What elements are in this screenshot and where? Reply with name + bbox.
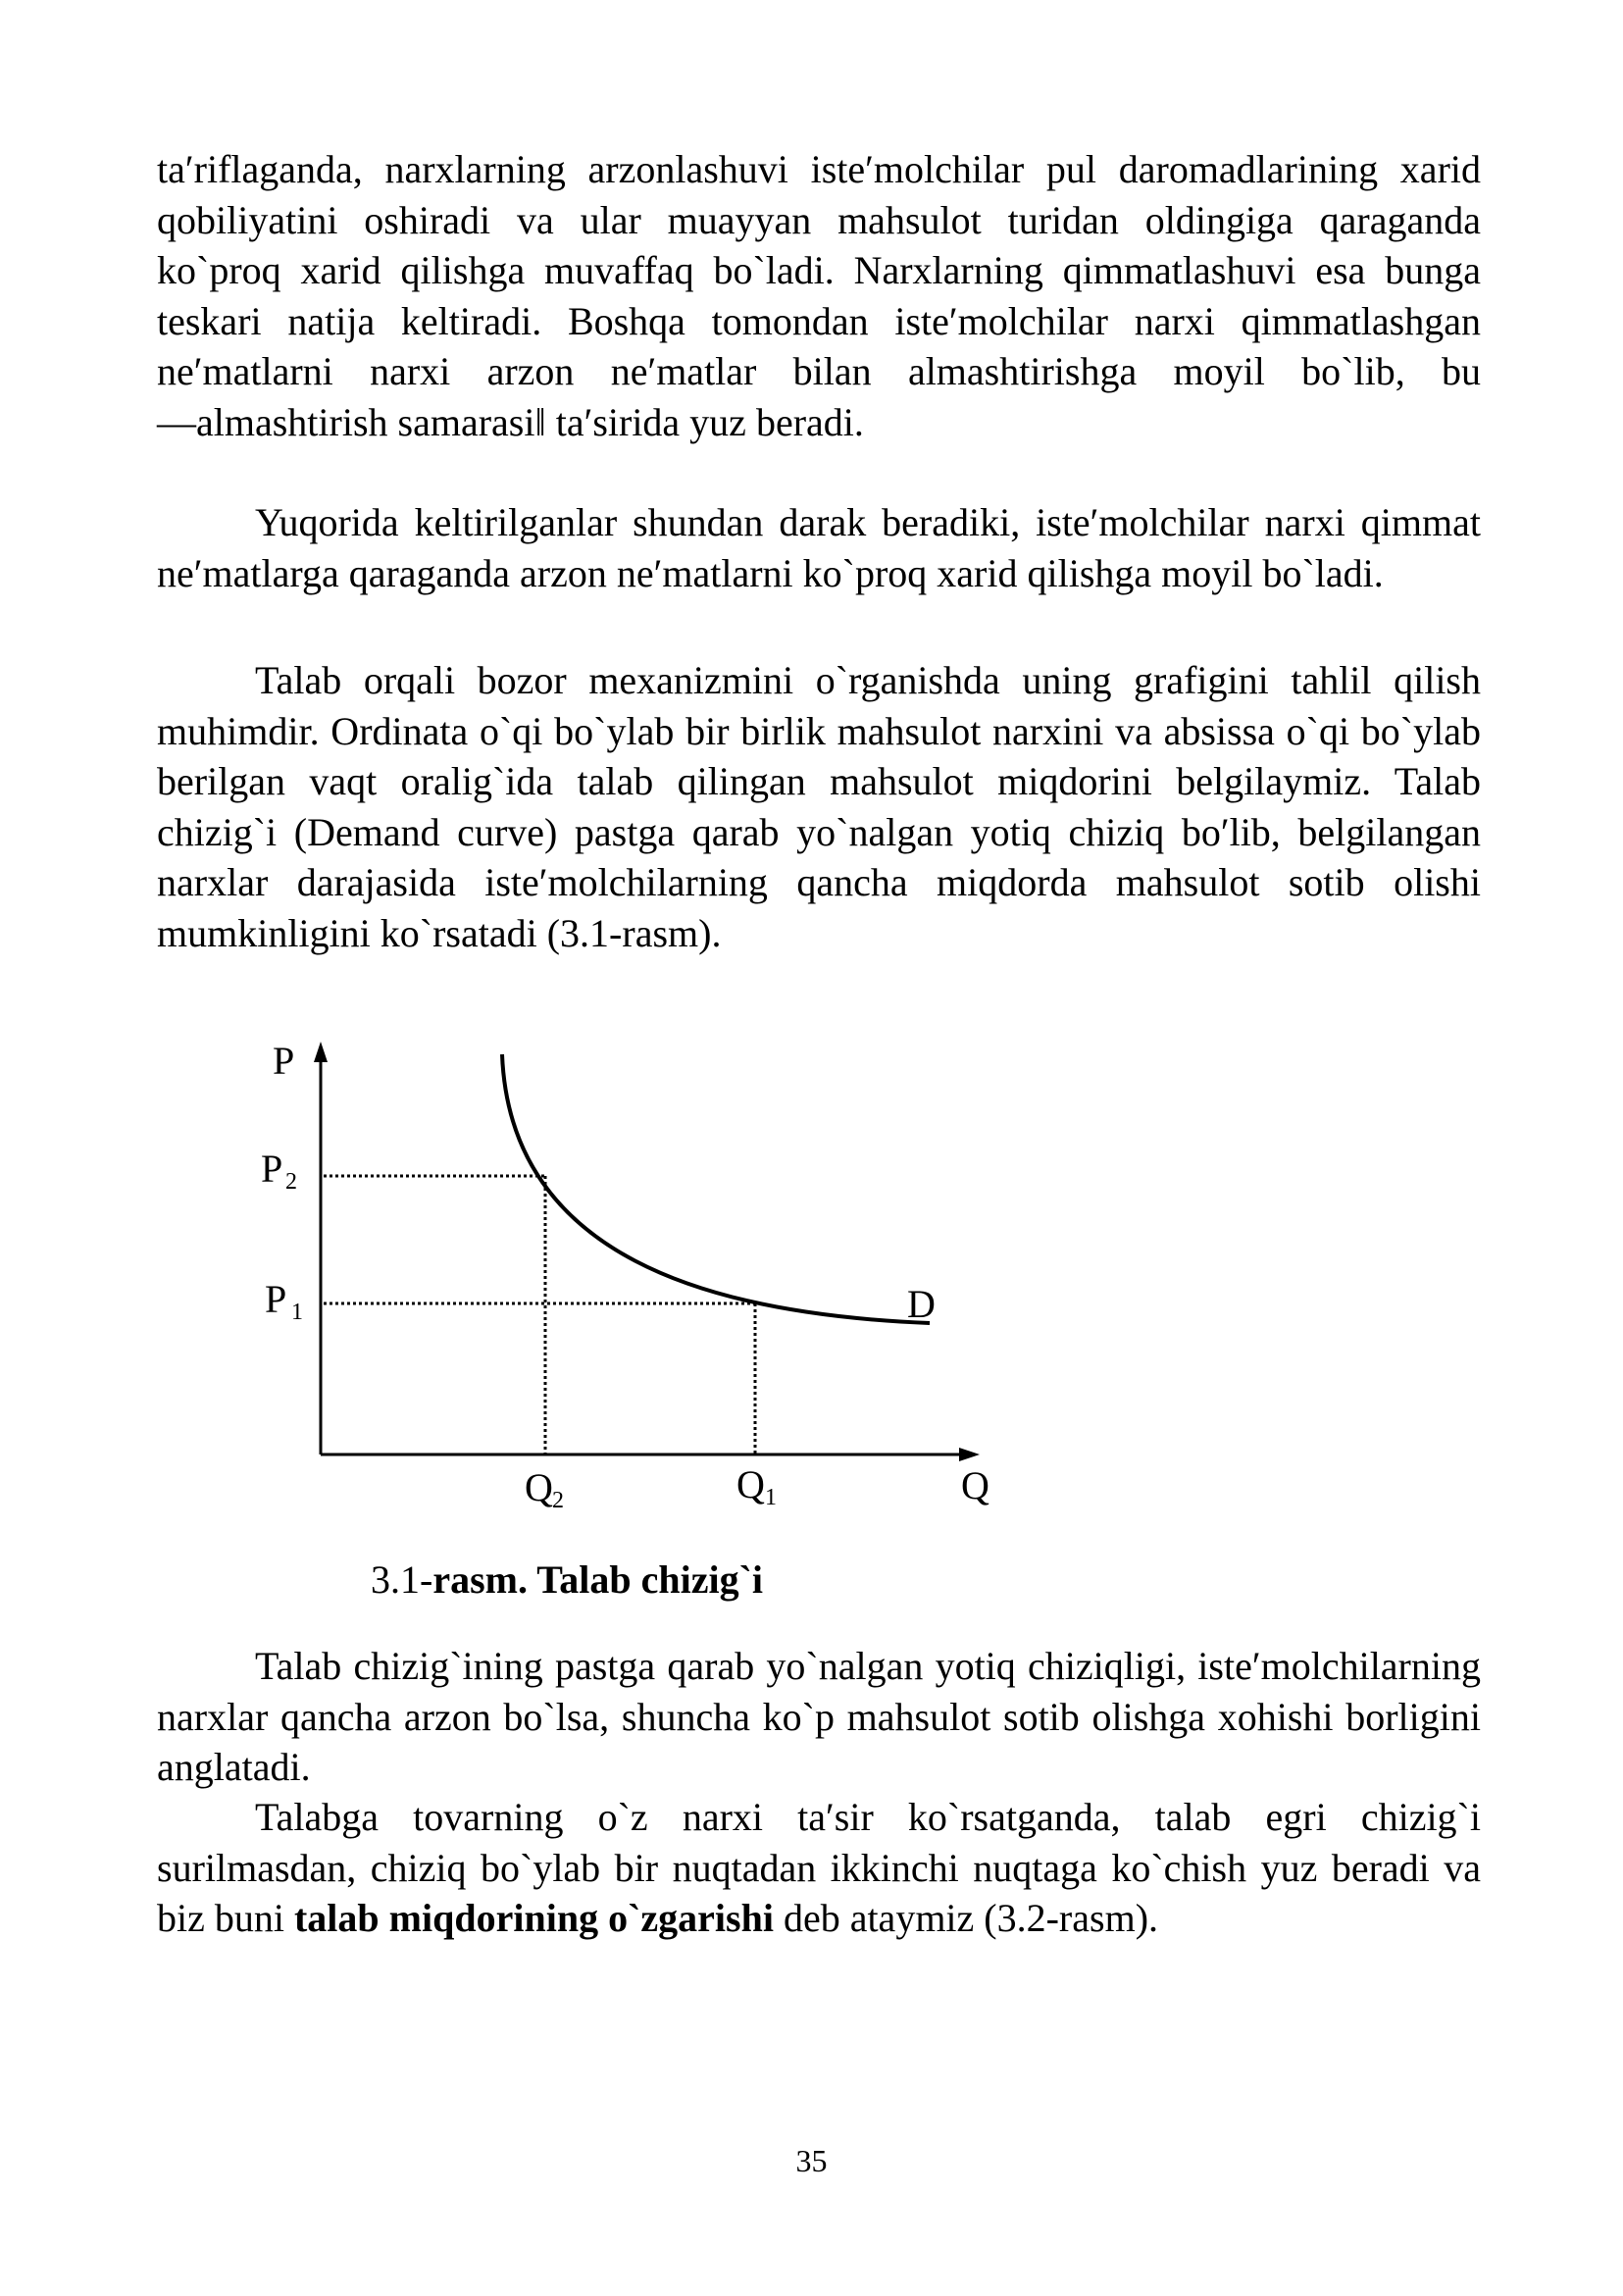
p1-label xyxy=(265,1277,303,1325)
q2-label-main: Q xyxy=(525,1465,553,1509)
p2-label-sub: 2 xyxy=(285,1169,297,1195)
q1-label xyxy=(736,1462,777,1510)
x-axis-arrow xyxy=(959,1448,980,1461)
p1-label-sub: 1 xyxy=(291,1300,303,1325)
q2-label-sub: 2 xyxy=(552,1488,564,1513)
paragraph-2 xyxy=(157,497,1481,598)
paragraph-5 xyxy=(157,1792,1481,1944)
p2-label-main: P xyxy=(261,1147,283,1191)
paragraph-5-bold-term: talab miqdorining o`zgarishi xyxy=(293,1896,774,1940)
q1-label-main: Q xyxy=(736,1462,765,1506)
paragraph-1-text: ta′riflaganda, narxlarning arzonlashuvi iste′molchilar pul daromadlarining xarid qobiliyatini oshiradi va ular muayyan mahsulot turidan oldingiga qaraganda ko`proq xarid qilishga muvaffaq bo`ladi. Narxlarning qimmatlashuvi esa bunga teskari natija keltiradi. Boshqa tomondan iste′molchilar narxi qimmatlashgan ne′matlarni narxi arzon ne′matlar bilan almashtirishga moyil bo`lib, bu ―almashtirish samarasi‖ ta′sirida yuz beradi. xyxy=(157,147,1481,444)
page-number: 35 xyxy=(795,2143,828,2178)
p2-label xyxy=(261,1147,297,1195)
figure-caption xyxy=(371,1556,763,1605)
caption-bold: rasm. Talab chizig`i xyxy=(432,1557,764,1602)
paragraph-3-text: Talab orqali bozor mexanizmini o`rganishda uning grafigini tahlil qilish muhimdir. Ordinata o`qi bo`ylab bir birlik mahsulot narxini va absissa o`qi bo`ylab berilgan vaqt oralig`ida talab qilingan mahsulot miqdorini belgilaymiz. Talab chizig`i (Demand curve) pastga qarab yo`nalgan yotiq chiziq bo′lib, belgilangan narxlar darajasida iste′molchilarning qancha miqdorda mahsulot sotib olishi mumkinligini ko`rsatadi (3.1-rasm). xyxy=(157,658,1481,955)
paragraph-4-text: Talab chizig`ining pastga qarab yo`nalgan yotiq chiziqligi, iste′molchilarning narxlar qancha arzon bo`lsa, shuncha ko`p mahsulot sotib olishga xohishi borligini anglatadi. xyxy=(157,1644,1481,1789)
y-axis-arrow xyxy=(314,1042,328,1062)
q1-label-sub: 1 xyxy=(765,1485,777,1510)
q2-label xyxy=(525,1465,564,1513)
curve-d-label: D xyxy=(907,1282,936,1326)
x-axis-label: Q xyxy=(961,1463,989,1507)
paragraph-5-before: Talabga tovarning o`z narxi ta′sir ko`rsatganda, talab egri chizig`i surilmasdan, chiziq bo`ylab bir nuqtadan ikkinchi nuqtaga ko`chish yuz beradi va biz buni xyxy=(157,1795,1481,1940)
y-axis-label: P xyxy=(273,1039,295,1083)
paragraph-5-after: deb ataymiz (3.2-rasm). xyxy=(773,1896,1159,1940)
paragraph-3 xyxy=(157,655,1481,958)
demand-curve-line xyxy=(502,1054,930,1323)
p1-label-main: P xyxy=(265,1277,287,1321)
caption-prefix: 3.1- xyxy=(371,1557,433,1602)
paragraph-1 xyxy=(157,144,1481,447)
paragraph-4 xyxy=(157,1641,1481,1793)
paragraph-2-text: Yuqorida keltirilganlar shundan darak beradiki, iste′molchilar narxi qimmat ne′matlarga qaraganda arzon ne′matlarni ko`proq xarid qilishga moyil bo`ladi. xyxy=(157,500,1481,595)
paragraph-5-text xyxy=(157,1792,1481,1944)
